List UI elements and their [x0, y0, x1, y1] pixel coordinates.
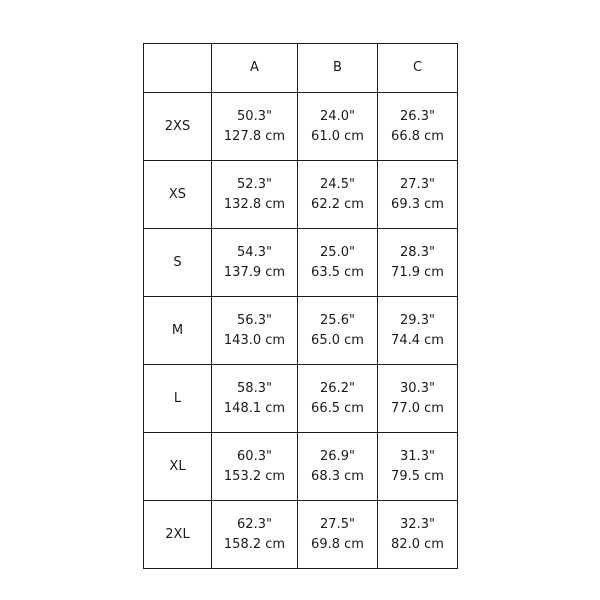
measurement-cell-a — [212, 501, 298, 569]
size-label-cell: M — [144, 297, 212, 365]
header-col-c: C — [378, 44, 458, 93]
measurement-cell-a — [212, 161, 298, 229]
centimeters-value: 65.0 cm — [311, 332, 364, 348]
table-row — [144, 433, 458, 501]
size-label-cell: L — [144, 365, 212, 433]
inches-value: 58.3" — [237, 380, 272, 396]
centimeters-value: 63.5 cm — [311, 264, 364, 280]
inches-value: 50.3" — [237, 108, 272, 124]
header-corner-cell — [144, 44, 212, 93]
size-label-cell: XL — [144, 433, 212, 501]
centimeters-value: 158.2 cm — [223, 536, 286, 552]
measurement-cell-c — [378, 93, 458, 161]
table-row — [144, 365, 458, 433]
centimeters-value: 148.1 cm — [223, 400, 286, 416]
table-row — [144, 229, 458, 297]
inches-value: 60.3" — [237, 448, 272, 464]
table-row — [144, 297, 458, 365]
size-label-cell: 2XS — [144, 93, 212, 161]
measurement-cell-c — [378, 433, 458, 501]
inches-value: 26.9" — [320, 448, 355, 464]
inches-value: 56.3" — [237, 312, 272, 328]
inches-value: 26.2" — [320, 380, 355, 396]
inches-value: 24.5" — [320, 176, 355, 192]
centimeters-value: 74.4 cm — [391, 332, 444, 348]
size-chart-table — [143, 43, 458, 569]
inches-value: 26.3" — [400, 108, 435, 124]
measurement-cell-a — [212, 297, 298, 365]
size-label-cell: S — [144, 229, 212, 297]
inches-value: 27.5" — [320, 516, 355, 532]
measurement-cell-b — [298, 501, 378, 569]
inches-value: 28.3" — [400, 244, 435, 260]
inches-value: 54.3" — [237, 244, 272, 260]
inches-value: 27.3" — [400, 176, 435, 192]
centimeters-value: 132.8 cm — [223, 196, 286, 212]
measurement-cell-b — [298, 161, 378, 229]
centimeters-value: 77.0 cm — [391, 400, 444, 416]
centimeters-value: 153.2 cm — [223, 468, 286, 484]
measurement-cell-c — [378, 161, 458, 229]
centimeters-value: 143.0 cm — [223, 332, 286, 348]
inches-value: 24.0" — [320, 108, 355, 124]
centimeters-value: 137.9 cm — [223, 264, 286, 280]
inches-value: 52.3" — [237, 176, 272, 192]
centimeters-value: 61.0 cm — [311, 128, 364, 144]
centimeters-value: 69.8 cm — [311, 536, 364, 552]
centimeters-value: 66.5 cm — [311, 400, 364, 416]
centimeters-value: 127.8 cm — [223, 128, 286, 144]
measurement-cell-c — [378, 297, 458, 365]
centimeters-value: 68.3 cm — [311, 468, 364, 484]
centimeters-value: 66.8 cm — [391, 128, 444, 144]
measurement-cell-b — [298, 433, 378, 501]
measurement-cell-a — [212, 365, 298, 433]
centimeters-value: 71.9 cm — [391, 264, 444, 280]
table-row — [144, 93, 458, 161]
measurement-cell-a — [212, 93, 298, 161]
inches-value: 62.3" — [237, 516, 272, 532]
table-row — [144, 501, 458, 569]
measurement-cell-c — [378, 365, 458, 433]
centimeters-value: 69.3 cm — [391, 196, 444, 212]
centimeters-value: 82.0 cm — [391, 536, 444, 552]
size-label-cell: 2XL — [144, 501, 212, 569]
inches-value: 31.3" — [400, 448, 435, 464]
measurement-cell-b — [298, 365, 378, 433]
measurement-cell-c — [378, 229, 458, 297]
measurement-cell-c — [378, 501, 458, 569]
measurement-cell-a — [212, 229, 298, 297]
inches-value: 25.0" — [320, 244, 355, 260]
size-label-cell: XS — [144, 161, 212, 229]
measurement-cell-b — [298, 229, 378, 297]
header-col-b: B — [298, 44, 378, 93]
table-row — [144, 161, 458, 229]
inches-value: 29.3" — [400, 312, 435, 328]
measurement-cell-b — [298, 297, 378, 365]
measurement-cell-a — [212, 433, 298, 501]
centimeters-value: 79.5 cm — [391, 468, 444, 484]
measurement-cell-b — [298, 93, 378, 161]
header-col-a: A — [212, 44, 298, 93]
centimeters-value: 62.2 cm — [311, 196, 364, 212]
inches-value: 32.3" — [400, 516, 435, 532]
inches-value: 30.3" — [400, 380, 435, 396]
inches-value: 25.6" — [320, 312, 355, 328]
header-row — [144, 44, 458, 93]
